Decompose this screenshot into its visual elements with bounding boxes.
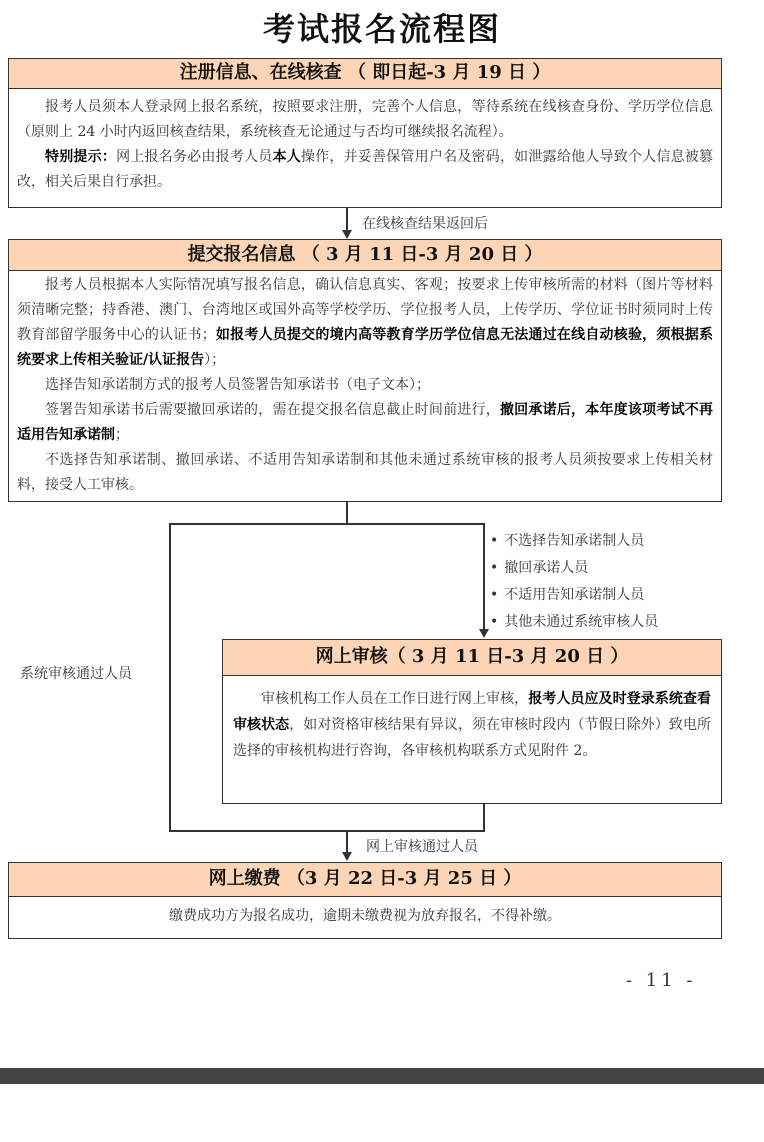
arrow-3-head bbox=[342, 852, 352, 861]
step-register-heading: 注册信息、在线核查 （ 即日起-3 月 19 日 ） bbox=[9, 59, 721, 89]
step-submit-text-1: 报考人员根据本人实际情况填写报名信息，确认信息真实、客观；按要求上传审核所需的材料（图片等材料须清晰完整；持香港、澳门、台湾地区或国外高等学校学历、学位报考人员，上传学历、学位证书时须同时上传教育部留学服务中心的认证书；如报考人员提交的境内高等教育学历学位信息无法通过在线自动核验，须根据系统要求上传相关验证/认证报告）； bbox=[17, 277, 714, 368]
left-branch-label: 系统审核通过人员 bbox=[20, 666, 132, 682]
step-payment-heading: 网上缴费 （3 月 22 日-3 月 25 日 ） bbox=[9, 863, 721, 897]
page-title: 考试报名流程图 bbox=[262, 10, 501, 48]
branch-bullet-item: • 撤回承诺人员 bbox=[490, 555, 658, 582]
step-review-body bbox=[223, 676, 721, 764]
step-review-heading: 网上审核（ 3 月 11 日-3 月 20 日 ） bbox=[223, 640, 721, 676]
step-payment-body bbox=[9, 897, 721, 929]
step-register-body bbox=[9, 89, 721, 195]
branch-bullet-item: • 其他未通过系统审核人员 bbox=[490, 609, 658, 636]
step-review-text-1: 审核机构工作人员在工作日进行网上审核，报考人员应及时登录系统查看审核状态，如对资格审核结果有异议，须在审核时段内（节假日除外）致电所选择的审核机构进行咨询，各审核机构联系方式见附件 2。 bbox=[233, 691, 712, 759]
step-register-text-2: 特别提示：网上报名务必由报考人员本人操作，并妥善保管用户名及密码，如泄露给他人导致个人信息被篡改，相关后果自行承担。 bbox=[17, 149, 714, 190]
branch-bullet-item: • 不选择告知承诺制人员 bbox=[490, 528, 658, 555]
merge-bottom-line bbox=[169, 830, 485, 832]
step-register-text-1: 报考人员须本人登录网上报名系统，按照要求注册，完善个人信息，等待系统在线核查身份、学历学位信息（原则上 24 小时内返回核查结果，系统核查无论通过与否均可继续报名流程）。 bbox=[17, 99, 713, 140]
step-submit-text-2: 选择告知承诺制方式的报考人员签署告知承诺书（电子文本）； bbox=[45, 377, 430, 393]
step-submit-text-3: 签署告知承诺书后需要撤回承诺的，需在提交报名信息截止时间前进行，撤回承诺后，本年度该项考试不再适用告知承诺制； bbox=[17, 402, 714, 443]
step-payment-box bbox=[8, 862, 722, 939]
step-review-box bbox=[222, 639, 722, 804]
step-payment-text: 缴费成功方为报名成功，逾期未缴费视为放弃报名，不得补缴。 bbox=[169, 908, 561, 924]
arrow-3-label: 网上审核通过人员 bbox=[366, 839, 478, 855]
arrow-3-line bbox=[346, 830, 348, 853]
page-number: - 11 - bbox=[626, 970, 697, 991]
step-submit-text-4: 不选择告知承诺制、撤回承诺、不适用告知承诺制和其他未通过系统审核的报考人员须按要求上传相关材料，接受人工审核。 bbox=[17, 452, 713, 493]
branch-top-line bbox=[169, 523, 485, 525]
branch-bullet-item: • 不适用告知承诺制人员 bbox=[490, 582, 658, 609]
step-submit-box bbox=[8, 239, 722, 502]
arrow-1-head bbox=[342, 230, 352, 239]
branch-bullet-list bbox=[490, 528, 658, 636]
right-branch-arrow-head bbox=[479, 629, 489, 638]
step-submit-heading: 提交报名信息 （ 3 月 11 日-3 月 20 日 ） bbox=[9, 240, 721, 271]
step-submit-body bbox=[9, 271, 721, 498]
left-branch-line bbox=[169, 523, 171, 831]
review-exit-line bbox=[483, 804, 485, 832]
arrow-1-label: 在线核查结果返回后 bbox=[362, 216, 488, 232]
arrow-1-line bbox=[346, 208, 348, 232]
right-branch-line bbox=[483, 523, 485, 630]
step-register-box bbox=[8, 58, 722, 208]
footer-bar bbox=[0, 1068, 764, 1084]
branch-stem-line bbox=[346, 502, 348, 524]
